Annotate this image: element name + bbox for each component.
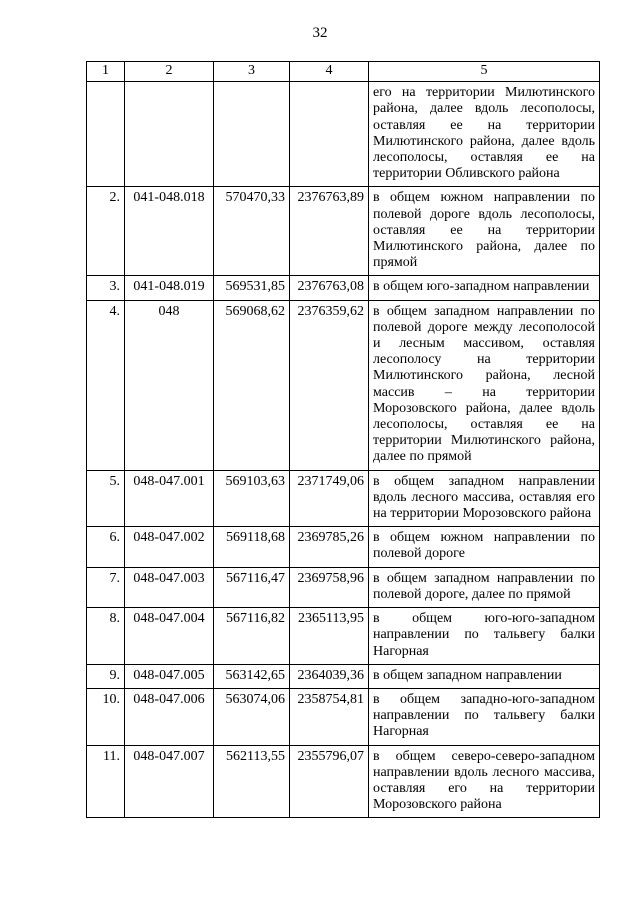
point-code: 048-047.007: [125, 745, 214, 818]
table-row: [87, 187, 600, 276]
row-number: 10.: [87, 688, 125, 745]
page-number: 32: [312, 25, 328, 41]
boundary-description: в общем южном направлении по полевой дороге вдоль лесополосы, оставляя ее на территории Милютинского района, далее по прямой: [369, 187, 600, 276]
coordinate-y: 2371749,06: [290, 470, 369, 527]
boundary-description: в общем южном направлении по полевой дороге: [369, 527, 600, 567]
coordinate-x: 569103,63: [214, 470, 290, 527]
coordinate-x: 569068,62: [214, 300, 290, 470]
coordinate-x: 563074,06: [214, 688, 290, 745]
row-number: 5.: [87, 470, 125, 527]
table-body: [87, 62, 600, 818]
header-col-5: 5: [369, 62, 600, 82]
row-number: [87, 82, 125, 187]
coordinate-y: 2376763,08: [290, 276, 369, 300]
point-code: 041-048.018: [125, 187, 214, 276]
boundary-description: в общем западном направлении вдоль лесного массива, оставляя его на территории Морозовского района: [369, 470, 600, 527]
row-number: 3.: [87, 276, 125, 300]
table-row: [87, 527, 600, 567]
boundary-description: в общем юго-юго-западном направлении по тальвегу балки Нагорная: [369, 608, 600, 665]
coordinate-x: 563142,65: [214, 664, 290, 688]
coordinate-y: 2364039,36: [290, 664, 369, 688]
table-row: [87, 470, 600, 527]
coordinate-y: 2358754,81: [290, 688, 369, 745]
row-number: 11.: [87, 745, 125, 818]
point-code: 048-047.002: [125, 527, 214, 567]
header-row: [87, 62, 600, 82]
coordinate-y: 2376359,62: [290, 300, 369, 470]
table-row: [87, 300, 600, 470]
row-number: 4.: [87, 300, 125, 470]
point-code: 048-047.005: [125, 664, 214, 688]
boundary-description: в общем северо-северо-западном направлении вдоль лесного массива, оставляя его на территории Морозовского района: [369, 745, 600, 818]
row-number: 2.: [87, 187, 125, 276]
coordinate-y: 2369758,96: [290, 567, 369, 607]
coordinate-y: 2376763,89: [290, 187, 369, 276]
boundary-description: в общем западно-юго-западном направлении по тальвегу балки Нагорная: [369, 688, 600, 745]
point-code: 048-047.003: [125, 567, 214, 607]
point-code: 041-048.019: [125, 276, 214, 300]
point-code: 048-047.006: [125, 688, 214, 745]
boundary-description: в общем западном направлении по полевой дороге, далее по прямой: [369, 567, 600, 607]
header-col-4: 4: [290, 62, 369, 82]
boundary-table: [86, 61, 600, 818]
coordinate-x: 567116,82: [214, 608, 290, 665]
boundary-description: его на территории Милютинского района, далее вдоль лесополосы, оставляя ее на территории Милютинского района, далее вдоль лесополосы, оставляя ее на территории Обливского района: [369, 82, 600, 187]
coordinate-x: 570470,33: [214, 187, 290, 276]
coordinate-x: [214, 82, 290, 187]
point-code: 048: [125, 300, 214, 470]
table-row: [87, 664, 600, 688]
table-row: [87, 608, 600, 665]
table-row: [87, 567, 600, 607]
coordinate-y: 2355796,07: [290, 745, 369, 818]
point-code: 048-047.004: [125, 608, 214, 665]
row-number: 6.: [87, 527, 125, 567]
row-number: 9.: [87, 664, 125, 688]
table-row: [87, 745, 600, 818]
table-row: [87, 82, 600, 187]
coordinate-x: 569531,85: [214, 276, 290, 300]
row-number: 8.: [87, 608, 125, 665]
coordinate-y: 2369785,26: [290, 527, 369, 567]
coordinate-x: 569118,68: [214, 527, 290, 567]
table-row: [87, 688, 600, 745]
coordinate-y: 2365113,95: [290, 608, 369, 665]
coordinate-x: 562113,55: [214, 745, 290, 818]
header-col-2: 2: [125, 62, 214, 82]
header-col-1: 1: [87, 62, 125, 82]
point-code: 048-047.001: [125, 470, 214, 527]
header-col-3: 3: [214, 62, 290, 82]
point-code: [125, 82, 214, 187]
boundary-description: в общем западном направлении по полевой дороге между лесополосой и лесным массивом, оставляя лесополосу на территории Милютинского района, лесной массив – на территории Морозовского района, далее вдоль лесополосы, оставляя ее на территории Милютинского района, далее по прямой: [369, 300, 600, 470]
coordinate-x: 567116,47: [214, 567, 290, 607]
row-number: 7.: [87, 567, 125, 607]
coordinate-y: [290, 82, 369, 187]
boundary-description: в общем западном направлении: [369, 664, 600, 688]
table-row: [87, 276, 600, 300]
boundary-description: в общем юго-западном направлении: [369, 276, 600, 300]
